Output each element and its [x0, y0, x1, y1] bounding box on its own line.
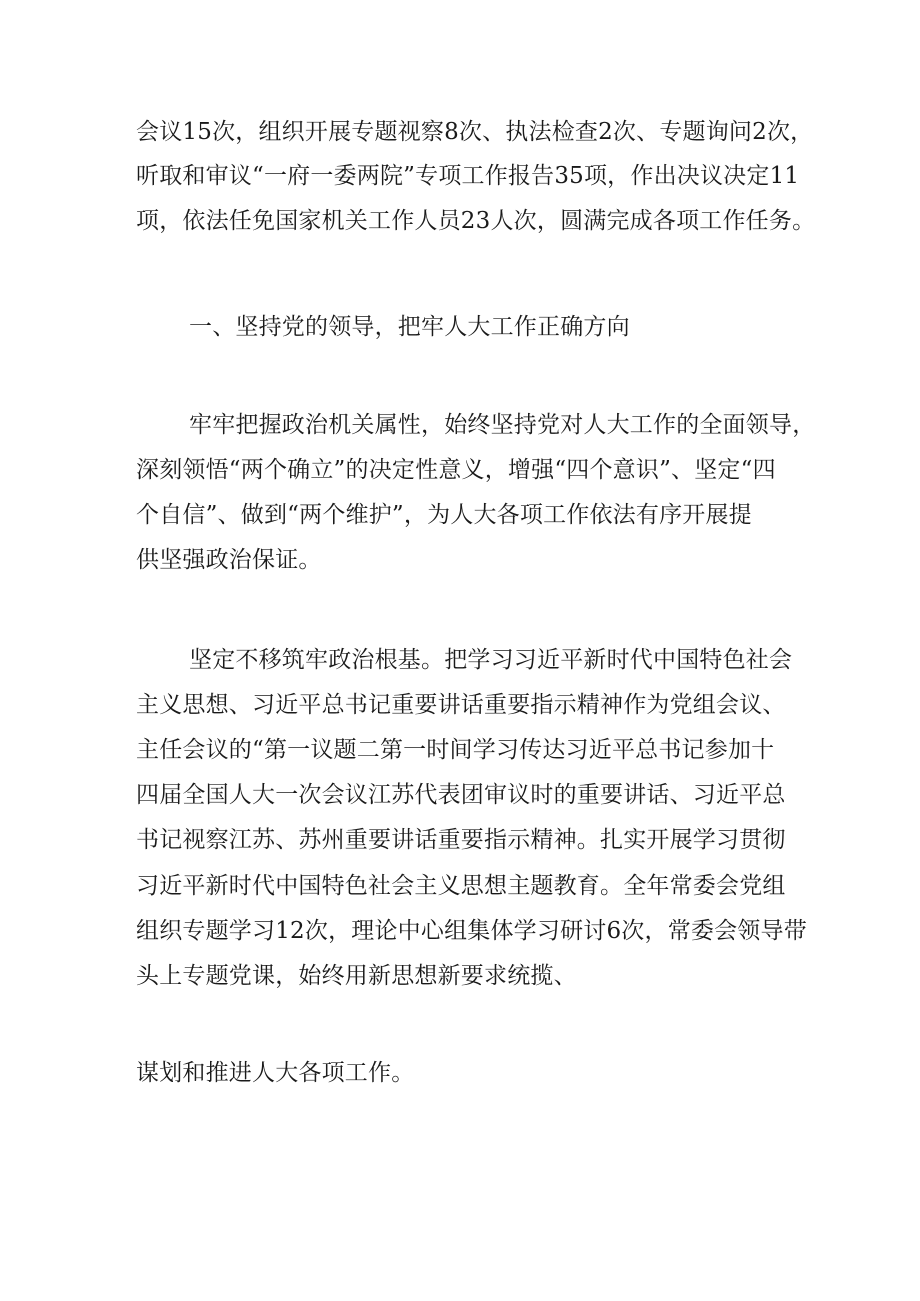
paragraph2-line-5: 书记视察江苏、苏州重要讲话重要指示精神。扎实开展学习贯彻	[136, 827, 786, 853]
intro-line-2: 听取和审议“一府一委两院”专项工作报告35项，作出决议决定11	[136, 163, 800, 189]
paragraph2-line-2: 主义思想、习近平总书记重要讲话重要指示精神作为党组会议、	[136, 692, 786, 718]
intro-line-3: 项，依法任免国家机关工作人员23人次，圆满完成各项工作任务。	[136, 208, 816, 234]
paragraph1-line-1: 牢牢把握政治机关属性，始终坚持党对人大工作的全面领导，	[189, 412, 816, 438]
paragraph1-line-2: 深刻领悟“两个确立”的决定性意义，增强“四个意识”、坚定“四	[136, 457, 776, 483]
paragraph3-line-1: 谋划和推进人大各项工作。	[136, 1060, 415, 1086]
paragraph2-line-3: 主任会议的“第一议题二第一时间学习传达习近平总书记参加十	[136, 737, 775, 763]
paragraph1-line-3: 个自信”、做到“两个维护”，为人大各项工作依法有序开展提	[136, 502, 752, 528]
intro-line-1: 会议15次，组织开展专题视察8次、执法检查2次、专题询问2次，	[136, 119, 814, 145]
section-heading: 一、坚持党的领导，把牢人大工作正确方向	[189, 314, 630, 340]
paragraph2-line-6: 习近平新时代中国特色社会主义思想主题教育。全年常委会党组	[136, 873, 786, 899]
paragraph1-line-4: 供坚强政治保证。	[136, 547, 322, 573]
paragraph2-line-4: 四届全国人大一次会议江苏代表团审议时的重要讲话、习近平总	[136, 782, 786, 808]
paragraph2-line-8: 头上专题党课，始终用新思想新要求统揽、	[136, 963, 577, 989]
paragraph2-line-1: 坚定不移筑牢政治根基。把学习习近平新时代中国特色社会	[189, 647, 793, 673]
paragraph2-line-7: 组织专题学习12次，理论中心组集体学习研讨6次，常委会领导带	[136, 918, 807, 944]
